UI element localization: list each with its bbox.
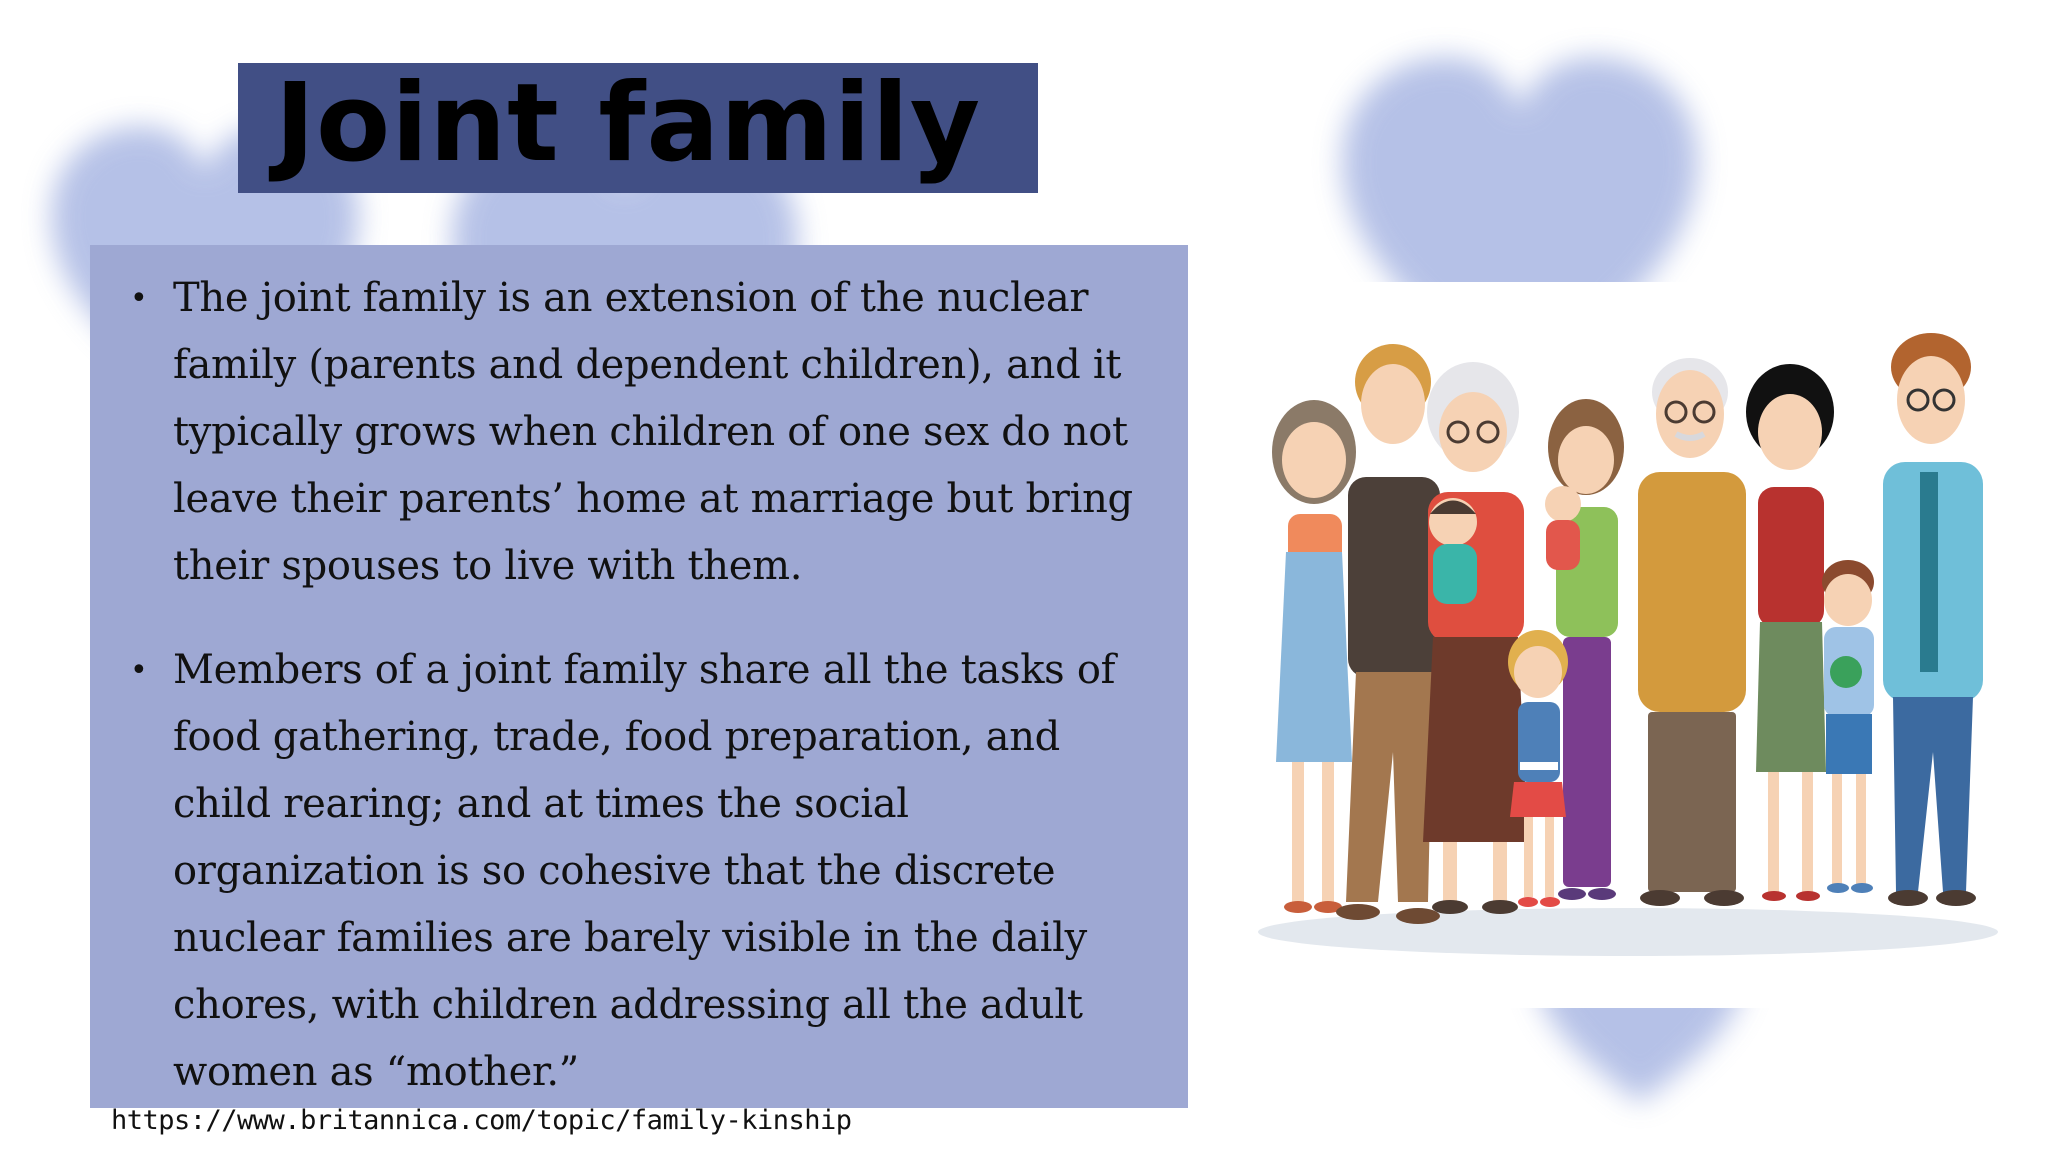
content-panel <box>90 245 1188 1108</box>
person-boy <box>1822 560 1874 893</box>
bullet-list <box>110 265 1166 1106</box>
person-woman-right <box>1746 364 1834 901</box>
source-link[interactable]: https://www.britannica.com/topic/family-kinship <box>111 1105 852 1136</box>
person-grandpa <box>1638 358 1746 906</box>
person-grandma <box>1423 362 1528 914</box>
title-banner <box>238 63 1038 193</box>
slide-title: Joint family <box>274 61 982 186</box>
family-illustration-icon <box>1228 282 2028 1008</box>
bullet-item <box>110 637 1166 1106</box>
person-girl-left <box>1272 400 1356 913</box>
bullet-text: Members of a joint family share all the tasks of food gathering, trade, food preparation, and child rearing; and at times the social organization is so cohesive that the discrete nuclear families are barely visible in the daily chores, with children addressing all the adult women as “mother.” <box>173 647 1116 1095</box>
person-man-right <box>1883 333 1983 906</box>
bullet-text: The joint family is an extension of the nuclear family (parents and dependent children), and it typically grows when children of one sex do not leave their parents’ home at marriage but bring their spouses to live with them. <box>173 275 1133 589</box>
bullet-item <box>110 265 1166 600</box>
